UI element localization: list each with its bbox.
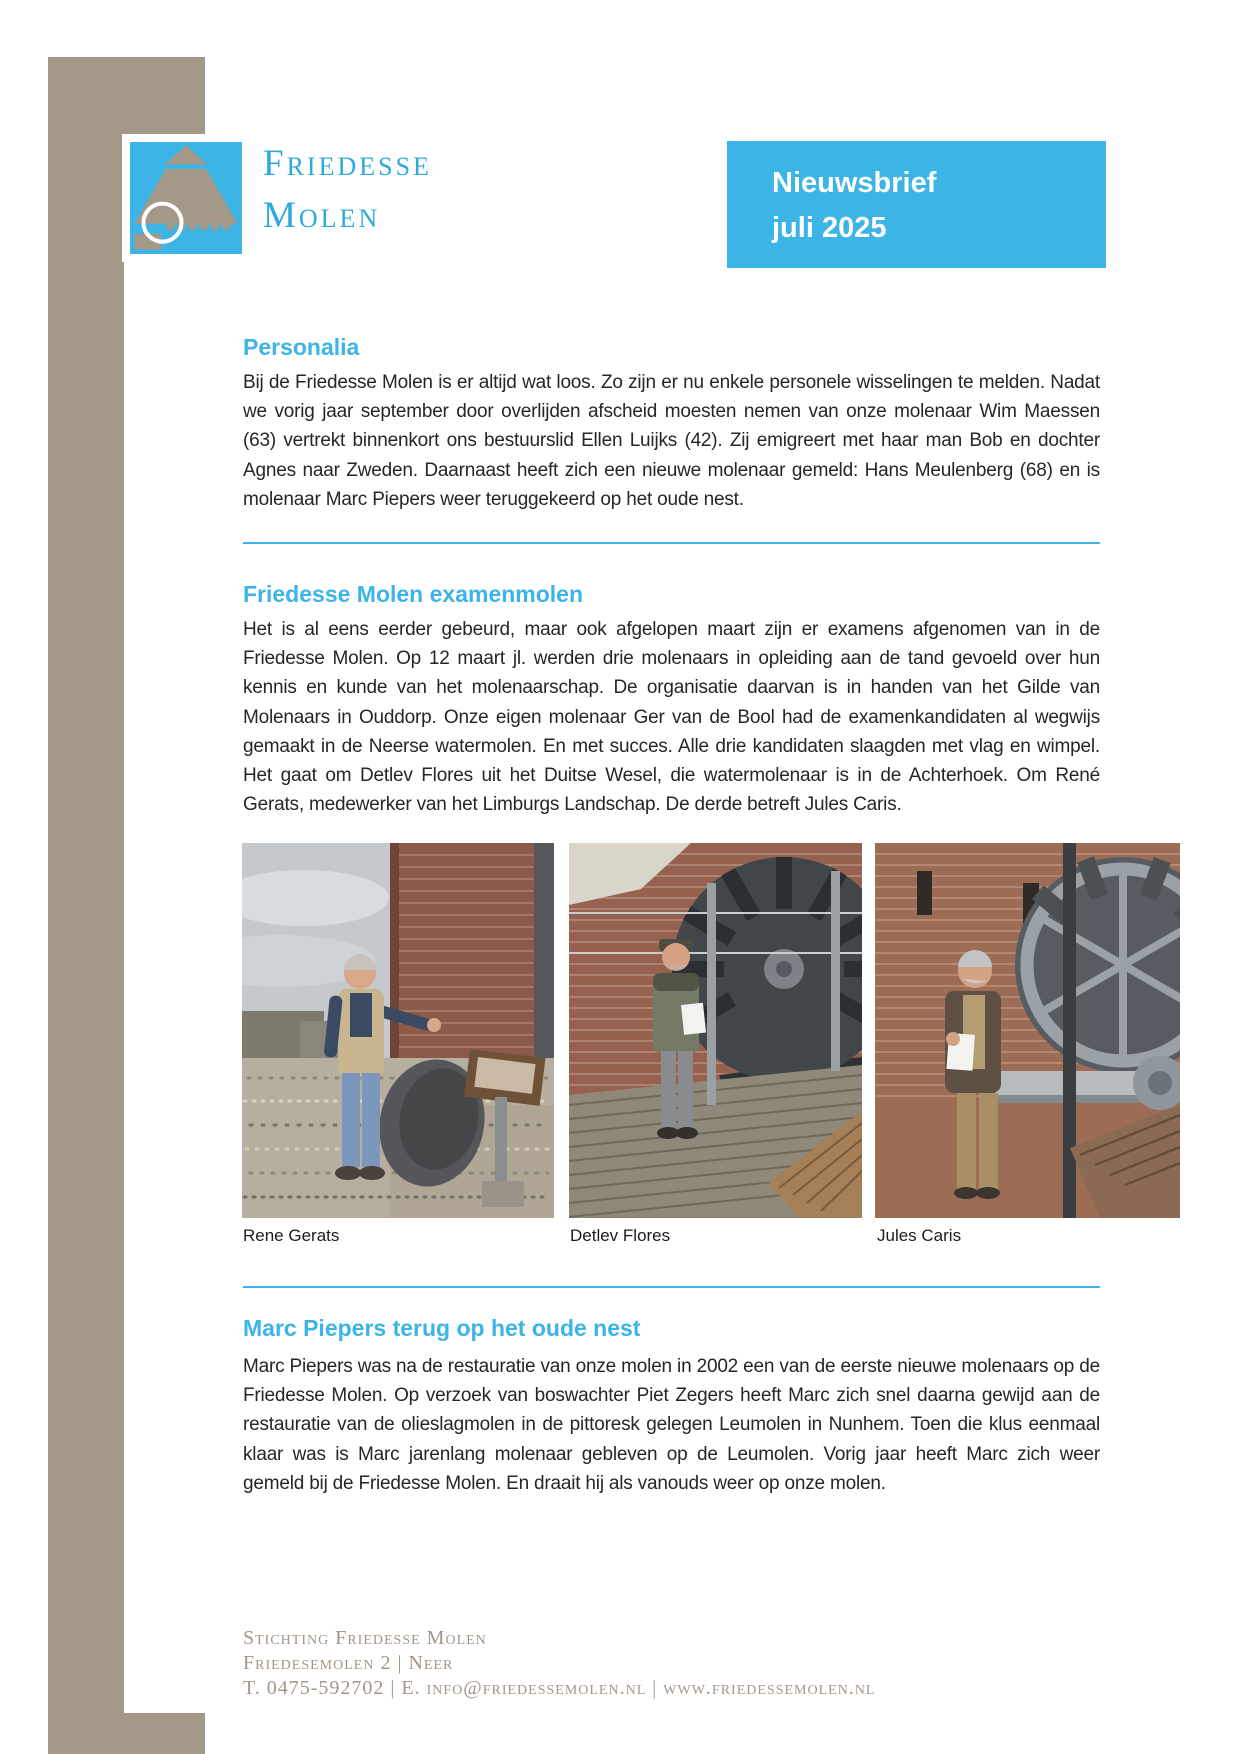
masthead-line2: juli 2025	[772, 212, 887, 244]
photo-caption-rene: Rene Gerats	[243, 1226, 340, 1245]
section-body-marc-piepers: Marc Piepers was na de restauratie van onze molen in 2002 een van de eerste nieuwe molenaars op de Friedesse Molen. Op verzoek van boswachter Piet Zegers heeft Marc zich snel daarna gewijd aan de restauratie van de olieslagmolen in de pittoresk gelegen Leumolen in Nunhem. Toen die klus eenmaal klaar was is Marc jarenlang molenaar gebleven op de Leumolen. Vorig jaar heeft Marc zich weer gemeld bij de Friedesse Molen. En draait hij als vanouds weer op onze molen.	[243, 1356, 1100, 1494]
windmill-logo-icon	[130, 142, 242, 254]
footer-organisation: Stichting Friedesse Molen	[243, 1627, 487, 1649]
section-heading-marc-piepers: Marc Piepers terug op het oude nest	[243, 1315, 641, 1341]
masthead-title-box	[727, 141, 1106, 268]
photo-rene-gerats	[242, 843, 554, 1218]
section-divider-2	[243, 1286, 1100, 1288]
brand-name-line2: Molen	[263, 195, 381, 236]
footer	[243, 1626, 875, 1701]
photo-caption-jules: Jules Caris	[877, 1226, 962, 1245]
sidebar-vertical-bar	[48, 57, 124, 1754]
footer-address: Friedesemolen 2 | Neer	[243, 1652, 454, 1674]
masthead-line1: Nieuwsbrief	[772, 167, 937, 199]
brand-logo	[122, 134, 250, 262]
photo-caption-detlev: Detlev Flores	[570, 1226, 671, 1245]
sidebar-bottom-block	[48, 1713, 205, 1754]
section-heading-personalia: Personalia	[243, 334, 360, 360]
section-body-personalia: Bij de Friedesse Molen is er altijd wat loos. Zo zijn er nu enkele personele wisselingen te melden. Nadat we vorig jaar september door overlijden afscheid moesten nemen van onze molenaar Wim Maessen (63) vertrekt binnenkort ons bestuurslid Ellen Luijks (42). Zij emigreert met haar man Bob en dochter Agnes naar Zweden. Daarnaast heeft zich een nieuwe molenaar gemeld: Hans Meulenberg (68) en is molenaar Marc Piepers weer teruggekeerd op het oude nest.	[243, 372, 1100, 510]
section-divider-1	[243, 542, 1100, 544]
brand-name-line1: Friedesse	[263, 143, 432, 184]
photo-detlev-flores	[569, 843, 862, 1218]
photo-jules-caris	[875, 843, 1180, 1218]
footer-contact: T. 0475-592702 | E. info@friedessemolen.nl | www.friedessemolen.nl	[243, 1677, 876, 1699]
section-body-examenmolen: Het is al eens eerder gebeurd, maar ook afgelopen maart zijn er examens afgenomen van in de Friedesse Molen. Op 12 maart jl. werden drie molenaars in opleiding aan de tand gevoeld over hun kennis en kunde van het molenaarschap. De organisatie daarvan is in handen van het Gilde van Molenaars in Ouddorp. Onze eigen molenaar Ger van de Bool had de examenkandidaten al wegwijs gemaakt in de Neerse watermolen. En met succes. Alle drie kandidaten slaagden met vlag en wimpel. Het gaat om Detlev Flores uit het Duitse Wesel, die watermolenaar is in de Achterhoek. Om René Gerats, medewerker van het Limburgs Landschap. De derde betreft Jules Caris.	[243, 619, 1100, 816]
brand-wordmark	[263, 138, 432, 242]
section-heading-examenmolen: Friedesse Molen examenmolen	[243, 581, 584, 607]
